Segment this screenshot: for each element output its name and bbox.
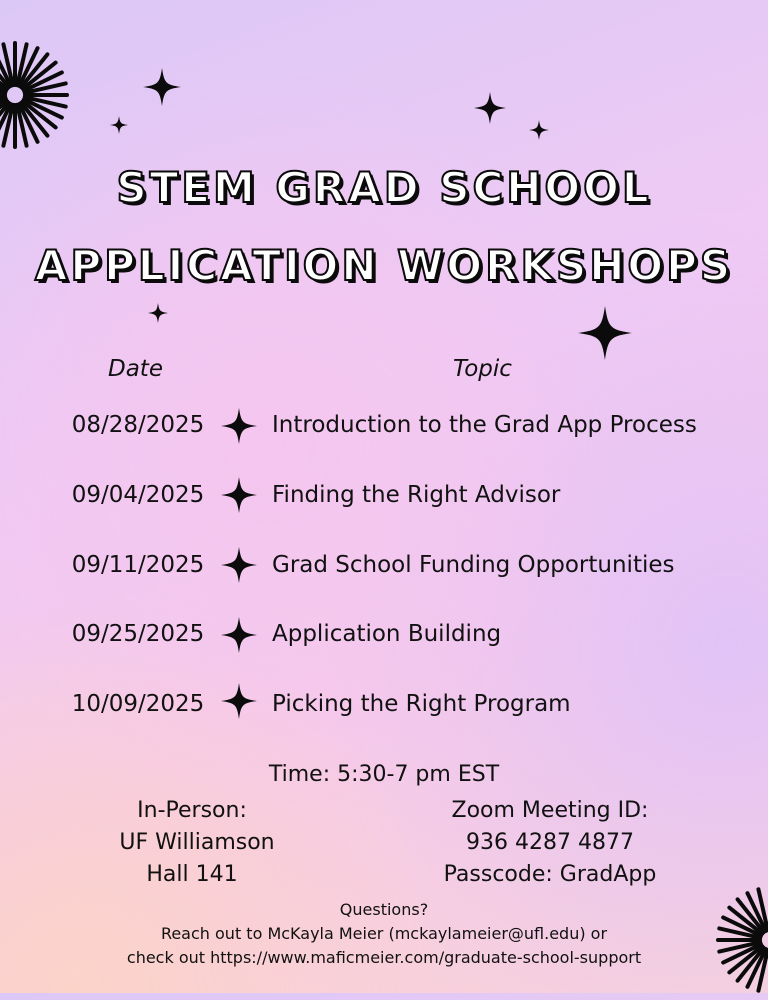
row-topic: Introduction to the Grad App Process xyxy=(272,412,697,438)
title-line-1: STEM GRAD SCHOOL xyxy=(116,163,652,212)
sparkle-icon xyxy=(578,306,632,360)
event-time: Time: 5:30-7 pm EST xyxy=(268,762,500,787)
row-date: 10/09/2025 xyxy=(71,691,205,717)
footer-questions: Questions? xyxy=(339,900,429,919)
sparkle-icon xyxy=(474,92,506,124)
row-date: 09/04/2025 xyxy=(71,482,205,508)
zoom-passcode: Passcode: GradApp xyxy=(443,862,657,887)
four-point-star-icon xyxy=(221,546,257,584)
zoom-meeting-id: 936 4287 4877 xyxy=(466,830,634,855)
sunburst-icon-top-left xyxy=(0,25,70,165)
four-point-star-icon xyxy=(221,407,257,445)
zoom-label: Zoom Meeting ID: xyxy=(451,798,649,823)
row-topic: Picking the Right Program xyxy=(272,691,571,717)
footer-link[interactable]: check out https://www.maficmeier.com/graduate-school-support xyxy=(126,948,642,967)
row-date: 08/28/2025 xyxy=(71,412,205,438)
sparkle-icon xyxy=(110,116,128,134)
footer-contact: Reach out to McKayla Meier (mckaylameier@ufl.edu) or xyxy=(160,924,608,943)
topic-column-header: Topic xyxy=(453,356,512,382)
row-topic: Grad School Funding Opportunities xyxy=(272,552,675,578)
row-topic: Finding the Right Advisor xyxy=(272,482,561,508)
in-person-label: In-Person: xyxy=(137,798,247,823)
four-point-star-icon xyxy=(221,682,257,720)
in-person-location-line1: UF Williamson xyxy=(119,830,275,855)
row-date: 09/25/2025 xyxy=(71,621,205,647)
title-line-2: APPLICATION WORKSHOPS xyxy=(34,241,734,290)
sparkle-icon xyxy=(148,303,168,323)
sparkle-icon xyxy=(529,120,549,140)
sparkle-icon xyxy=(143,68,181,106)
date-column-header: Date xyxy=(108,356,163,382)
four-point-star-icon xyxy=(221,616,257,654)
row-topic: Application Building xyxy=(272,621,502,647)
four-point-star-icon xyxy=(221,476,257,514)
in-person-location-line2: Hall 141 xyxy=(146,862,238,887)
row-date: 09/11/2025 xyxy=(71,552,205,578)
